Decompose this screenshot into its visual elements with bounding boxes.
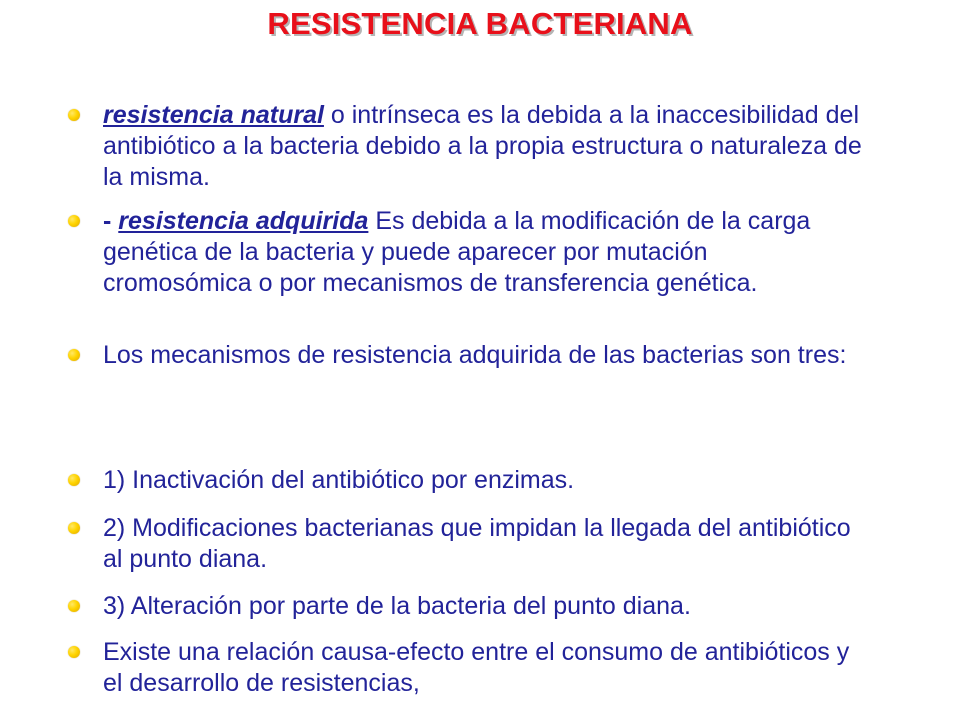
bullet-dot-icon	[68, 600, 80, 612]
bullet-item-1: 1) Inactivación del antibiótico por enzimas.	[103, 466, 575, 494]
bullet-item-3: 3) Alteración por parte de la bacteria del punto diana.	[103, 592, 691, 620]
bullet-text: Es debida a la modificación de la carga genética de la bacteria y puede aparecer por mutación cromosómica o por mecanismos de transferencia genética.	[103, 207, 811, 297]
term-resistencia-adquirida: resistencia adquirida	[118, 207, 369, 235]
slide-title: RESISTENCIA BACTERIANA	[267, 6, 693, 41]
term-resistencia-natural: resistencia natural	[103, 101, 324, 129]
bullet-dot-icon	[68, 646, 80, 658]
bullet-dot-icon	[68, 109, 80, 121]
bullet-item-natural	[103, 100, 863, 193]
bullet-item-relacion: Existe una relación causa-efecto entre el consumo de antibióticos y el desarrollo de resistencias,	[103, 638, 850, 697]
bullet-item-adquirida	[103, 206, 863, 299]
bullet-dot-icon	[68, 474, 80, 486]
bullet-dot-icon	[68, 349, 80, 361]
bullet-item-mecanismos: Los mecanismos de resistencia adquirida de las bacterias son tres:	[103, 341, 847, 369]
bullet-item-2: 2) Modificaciones bacterianas que impidan la llegada del antibiótico al punto diana.	[103, 514, 851, 573]
bullet-dot-icon	[68, 215, 80, 227]
dash-prefix: -	[103, 207, 119, 235]
bullet-text: o intrínseca es la debida a la inaccesibilidad del antibiótico a la bacteria debido a la propia estructura o naturaleza de la misma.	[103, 101, 862, 191]
bullet-dot-icon	[68, 522, 80, 534]
